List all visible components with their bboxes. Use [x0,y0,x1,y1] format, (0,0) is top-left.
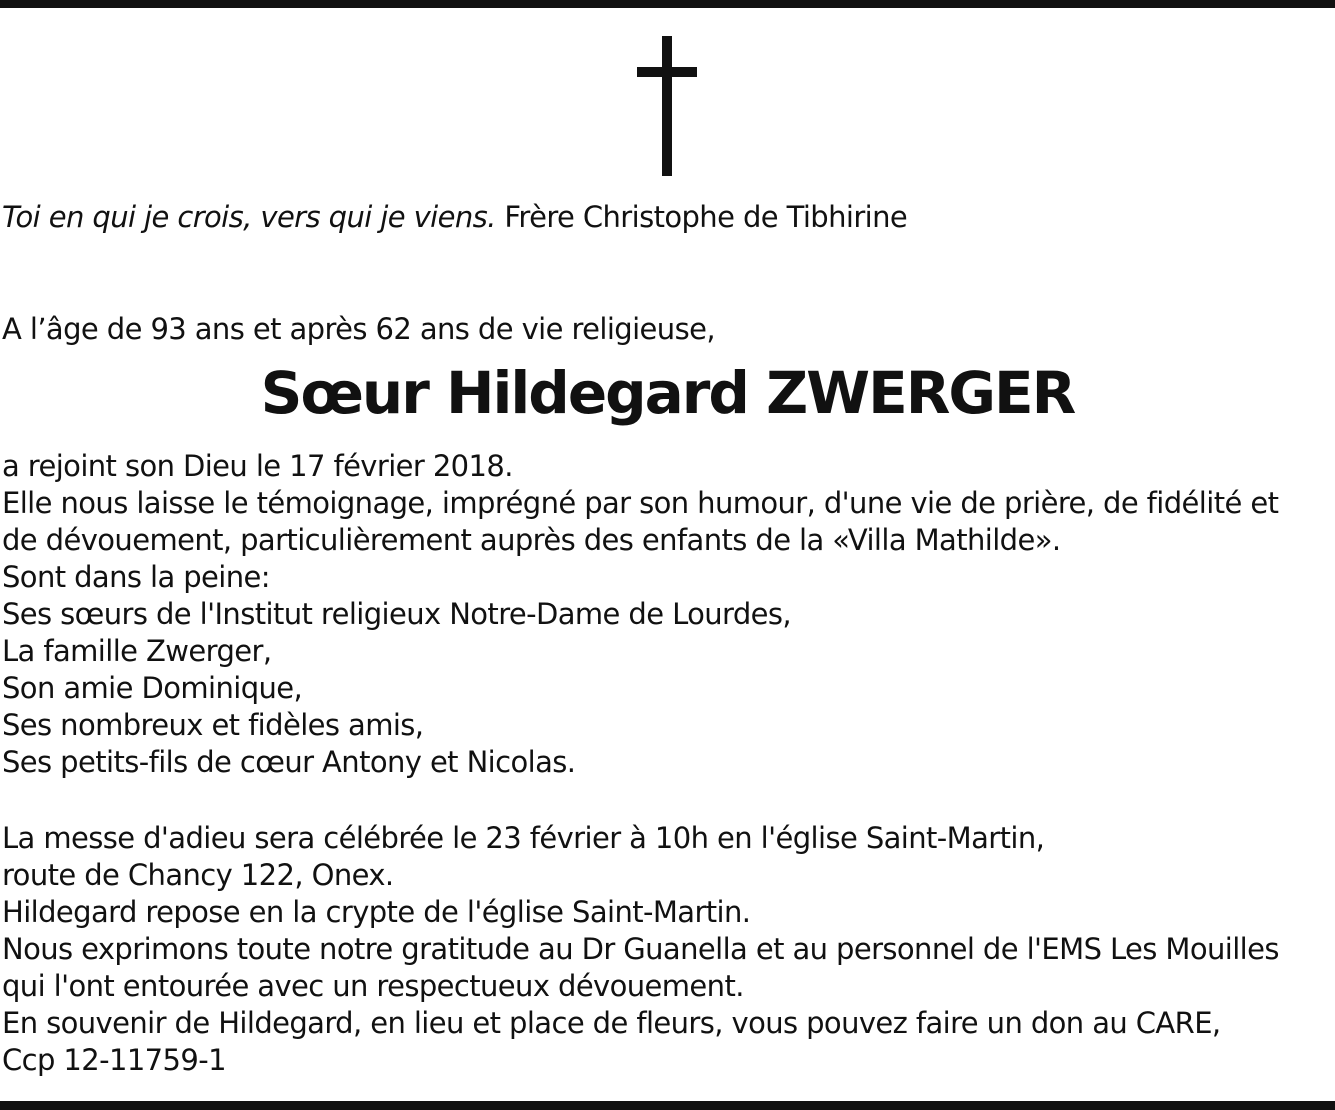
bottom-border-rule [0,1101,1335,1110]
epigraph-quote: Toi en qui je crois, vers qui je viens. [2,200,496,234]
body-line: de dévouement, particulièrement auprès des enfants de la «Villa Mathilde». [2,523,1061,557]
mourner-line: Son amie Dominique, [2,671,303,705]
service-line: Hildegard repose en la crypte de l'église Saint-Martin. [2,895,751,929]
body-line: Sont dans la peine: [2,560,270,594]
body-line: Elle nous laisse le témoignage, imprégné par son humour, d'une vie de prière, de fidélité et [2,486,1279,520]
service-line: La messe d'adieu sera célébrée le 23 février à 10h en l'église Saint-Martin, [2,821,1045,855]
mourner-line: La famille Zwerger, [2,634,272,668]
body-line: a rejoint son Dieu le 17 février 2018. [2,449,513,483]
mourner-line: Ses nombreux et fidèles amis, [2,708,424,742]
service-line: qui l'ont entourée avec un respectueux dévouement. [2,969,744,1003]
deceased-name: Sœur Hildegard ZWERGER [260,359,1075,427]
mourner-line: Ses petits-fils de cœur Antony et Nicolas. [2,745,576,779]
epigraph-author: Frère Christophe de Tibhirine [495,200,908,234]
intro-line: A l’âge de 93 ans et après 62 ans de vie religieuse, [2,312,715,346]
service-line: En souvenir de Hildegard, en lieu et place de fleurs, vous pouvez faire un don au CARE, [2,1006,1221,1040]
service-line: Nous exprimons toute notre gratitude au Dr Guanella et au personnel de l'EMS Les Mouilles [2,932,1279,966]
cross-icon [0,0,1335,180]
epigraph [2,199,907,236]
mourner-line: Ses sœurs de l'Institut religieux Notre-Dame de Lourdes, [2,597,792,631]
donation-account: Ccp 12-11759-1 [2,1043,226,1077]
service-line: route de Chancy 122, Onex. [2,858,394,892]
